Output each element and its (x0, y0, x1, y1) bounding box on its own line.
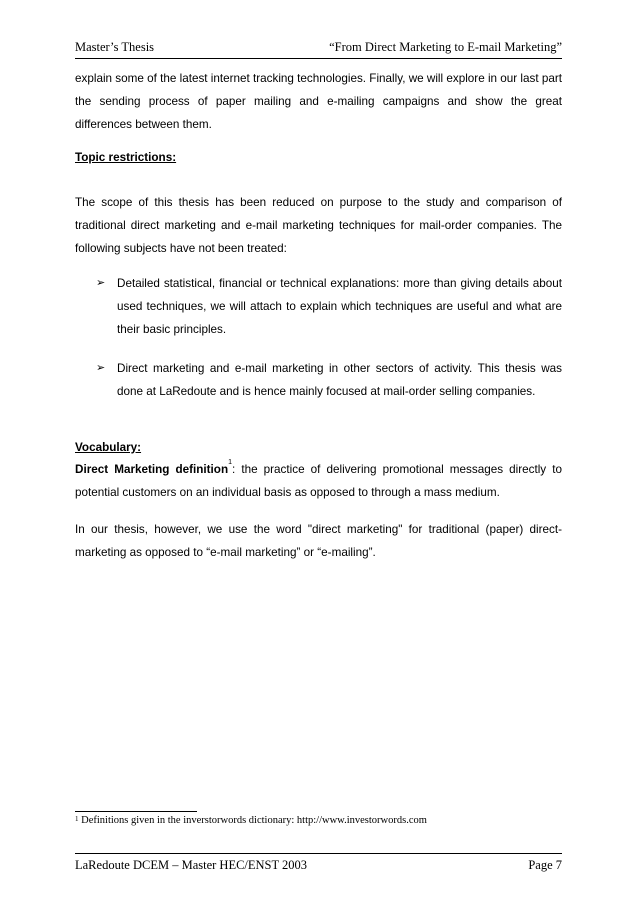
vocabulary-heading (75, 436, 562, 459)
topic-restrictions-paragraph: The scope of this thesis has been reduced on purpose to the study and comparison of traditional direct marketing and e-mail marketing techniques for mail-order companies. The following subjects have not been treated: (75, 196, 562, 255)
footnote-ref: 1 (228, 459, 232, 466)
footnote-divider (75, 811, 197, 812)
page-footer (75, 853, 562, 872)
page-number: Page 7 (528, 858, 562, 872)
list-item-text: Direct marketing and e-mail marketing in other sectors of activity. This thesis was done at LaRedoute and is hence mainly focused at mail-order selling companies. (117, 362, 562, 398)
usage-note-paragraph: In our thesis, however, we use the word "direct marketing" for traditional (paper) direct-marketing as opposed to “e-mail marketing” or “e-mailing”. (75, 523, 562, 559)
list-item (96, 357, 562, 403)
header-thesis-label: Master’s Thesis (75, 40, 155, 54)
section-heading: Topic restrictions: (75, 151, 177, 164)
footnote (75, 815, 427, 826)
list-item (96, 272, 562, 341)
direct-marketing-definition (75, 458, 562, 504)
definition-text: : the practice of delivering promotional messages directly to potential customers on an individual basis as opposed to through a mass medium. (75, 463, 562, 499)
footnote-text: Definitions given in the inverstorwords dictionary: http://www.investorwords.com (81, 815, 427, 826)
footnote-number: 1 (75, 815, 79, 823)
page-header (75, 40, 562, 59)
intro-paragraph: explain some of the latest internet tracking technologies. Finally, we will explore in our last part the sending process of paper mailing and e-mailing campaigns and show the great differences between them. (75, 72, 563, 131)
arrow-bullet-icon: ➢ (96, 277, 106, 289)
definition-term: Direct Marketing definition (75, 463, 229, 476)
section-heading: Vocabulary: (75, 441, 142, 454)
topic-restrictions-heading (75, 146, 562, 169)
header-thesis-title: “From Direct Marketing to E-mail Marketing” (329, 40, 562, 54)
footer-institution: LaRedoute DCEM – Master HEC/ENST 2003 (75, 858, 308, 872)
arrow-bullet-icon: ➢ (96, 362, 106, 374)
list-item-text: Detailed statistical, financial or technical explanations: more than giving details about used techniques, we will attach to explain which techniques are useful and what are their basic principles. (117, 277, 562, 336)
